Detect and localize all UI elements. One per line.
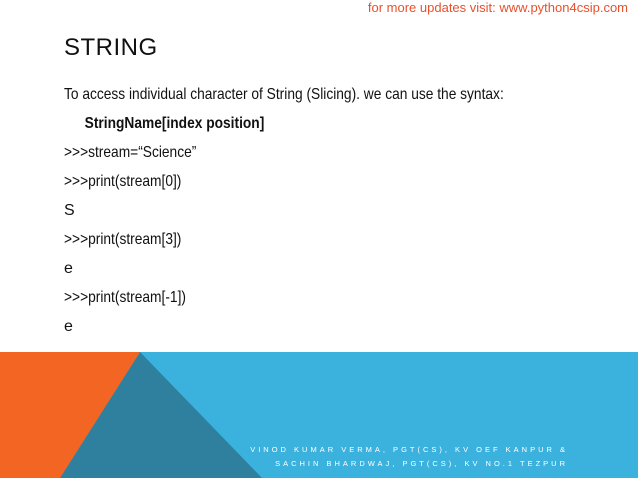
intro-text: To access individual character of String (Slicing). we can use the syntax: [64, 86, 504, 103]
output-line-3: e [64, 260, 73, 277]
code-line-assign: >>>stream=“Science” [64, 144, 197, 161]
output-line-neg1: e [64, 318, 73, 335]
code-line-print-neg1: >>>print(stream[-1]) [64, 289, 186, 306]
credit-line-1: VINOD KUMAR VERMA, PGT(CS), KV OEF KANPUR & [250, 445, 568, 454]
code-line-print-0: >>>print(stream[0]) [64, 173, 182, 190]
output-line-0: S [64, 202, 75, 219]
slide-title: STRING [64, 34, 158, 61]
syntax-text: StringName[index position] [84, 115, 265, 132]
slide-body [64, 80, 624, 341]
code-line-print-3: >>>print(stream[3]) [64, 231, 182, 248]
credit-line-2: SACHIN BHARDWAJ, PGT(CS), KV NO.1 TEZPUR [275, 459, 568, 468]
footer-credits [238, 443, 568, 471]
promo-link[interactable]: for more updates visit: www.python4csip.com [367, 0, 628, 15]
